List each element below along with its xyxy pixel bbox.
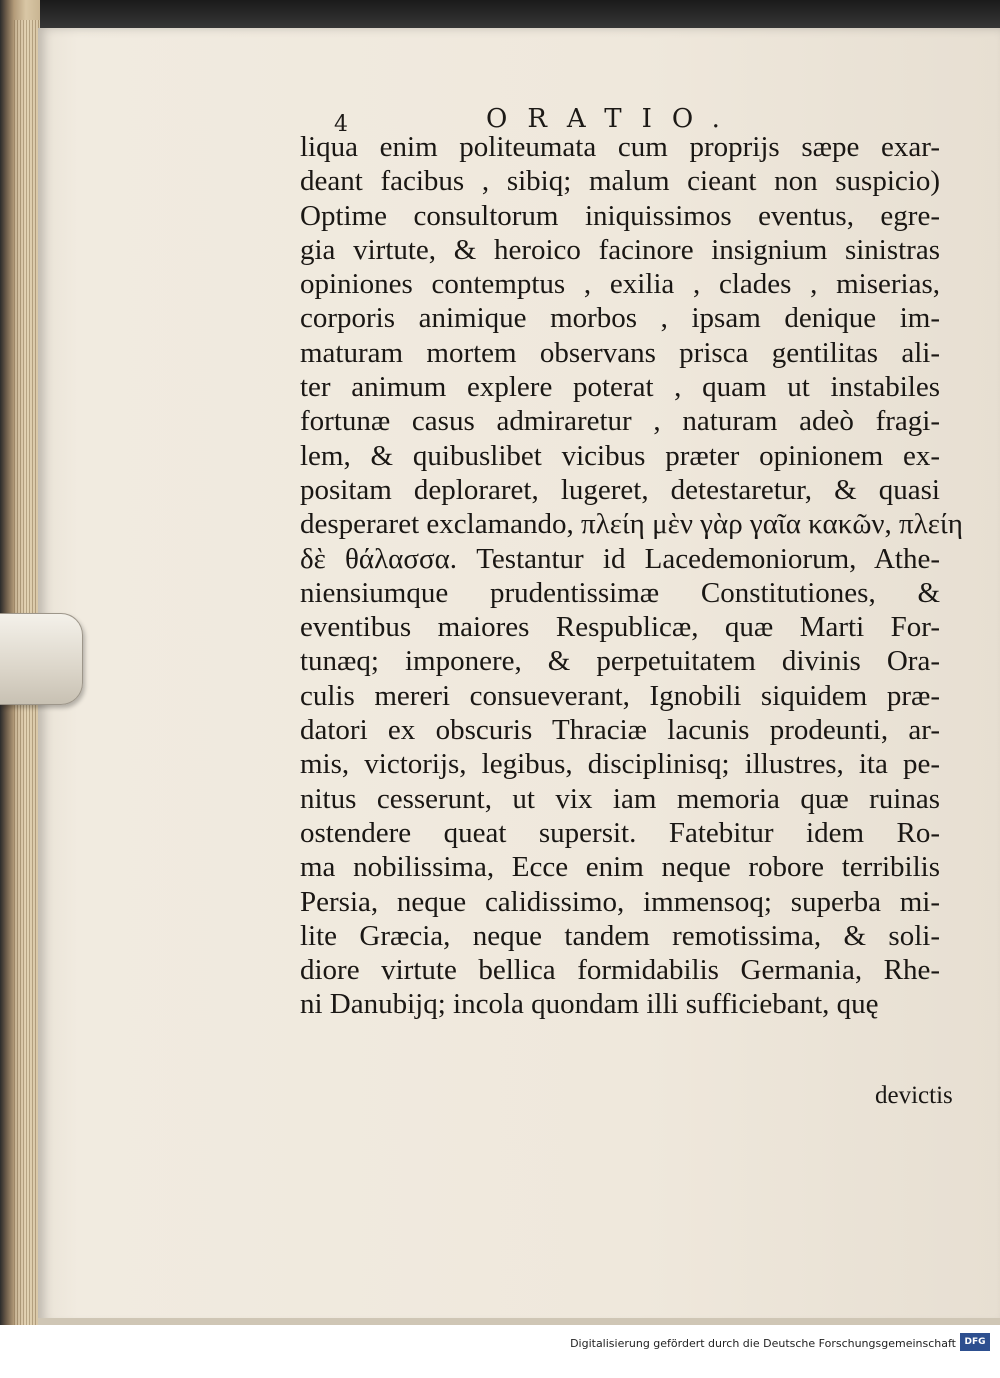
body-text [300, 130, 963, 1022]
funding-credit: Digitalisierung gefördert durch die Deutsche Forschungsgemeinschaft [570, 1337, 956, 1350]
text-line: maturam mortem observans prisca gentilitas ali- [300, 336, 940, 369]
text-line: liqua enim politeumata cum proprijs sæpe exar- [300, 131, 940, 163]
text-line: Optime consultorum iniquissimos eventus, egre- [300, 199, 940, 232]
text-line: lite Græcia, neque tandem remotissima, & soli- [300, 919, 940, 952]
text-line: ostendere queat supersit. Fatebitur idem Ro- [300, 816, 940, 849]
text-line: ma nobilissima, Ecce enim neque robore terribilis [300, 851, 940, 884]
page-bottom-edge [38, 1318, 1000, 1325]
text-line: nitus cesserunt, ut vix iam memoria quæ ruinas [300, 782, 940, 815]
text-line: corporis animique morbos , ipsam denique im- [300, 302, 940, 335]
page-number: 4 [334, 112, 348, 137]
text-line: diore virtute bellica formidabilis Germania, Rhe- [300, 954, 940, 987]
text-line: mis, victorijs, legibus, disciplinisq; illustres, ita pe- [300, 748, 940, 781]
footer [0, 1325, 1000, 1378]
text-line: niensiumque prudentissimæ Constitutiones, & [300, 576, 940, 609]
catchword: devictis [875, 1082, 953, 1109]
text-line: lem, & quibuslibet vicibus præter opinionem ex- [300, 439, 940, 472]
text-line: ni Danubijq; incola quondam illi sufficiebant, quę [300, 988, 879, 1021]
text-line: δὲ θάλασσα. Testantur id Lacedemoniorum, Athe- [300, 542, 940, 575]
text-line: desperaret exclamando, πλείη μὲν γὰρ γαῖα κακῶν, πλείη [300, 508, 963, 541]
dfg-logo: DFG [960, 1333, 990, 1351]
text-line: datori ex obscuris Thraciæ lacunis prodeunti, ar- [300, 714, 940, 747]
text-line: gia virtute, & heroico facinore insignium sinistras [300, 233, 940, 266]
text-line: culis mereri consueverant, Ignobili siquidem præ- [300, 679, 940, 712]
text-line: deant facibus , sibiq; malum cieant non suspicio) [300, 165, 940, 198]
text-line: positam deploraret, lugeret, detestaretur, & quasi [300, 473, 940, 506]
text-line: tunæq; imponere, & perpetuitatem divinis Ora- [300, 645, 940, 678]
text-line: fortunæ casus admiraretur , naturam adeò fragi- [300, 405, 940, 438]
text-line: Persia, neque calidissimo, immensoq; superba mi- [300, 885, 940, 918]
text-line: ter animum explere poterat , quam ut instabiles [300, 371, 940, 404]
running-title: ORATIO. [486, 104, 740, 134]
text-line: eventibus maiores Respublicæ, quæ Marti For- [300, 611, 940, 644]
text-line: opiniones contemptus , exilia , clades , miserias, [300, 268, 940, 301]
page-clip-tab [0, 613, 83, 705]
